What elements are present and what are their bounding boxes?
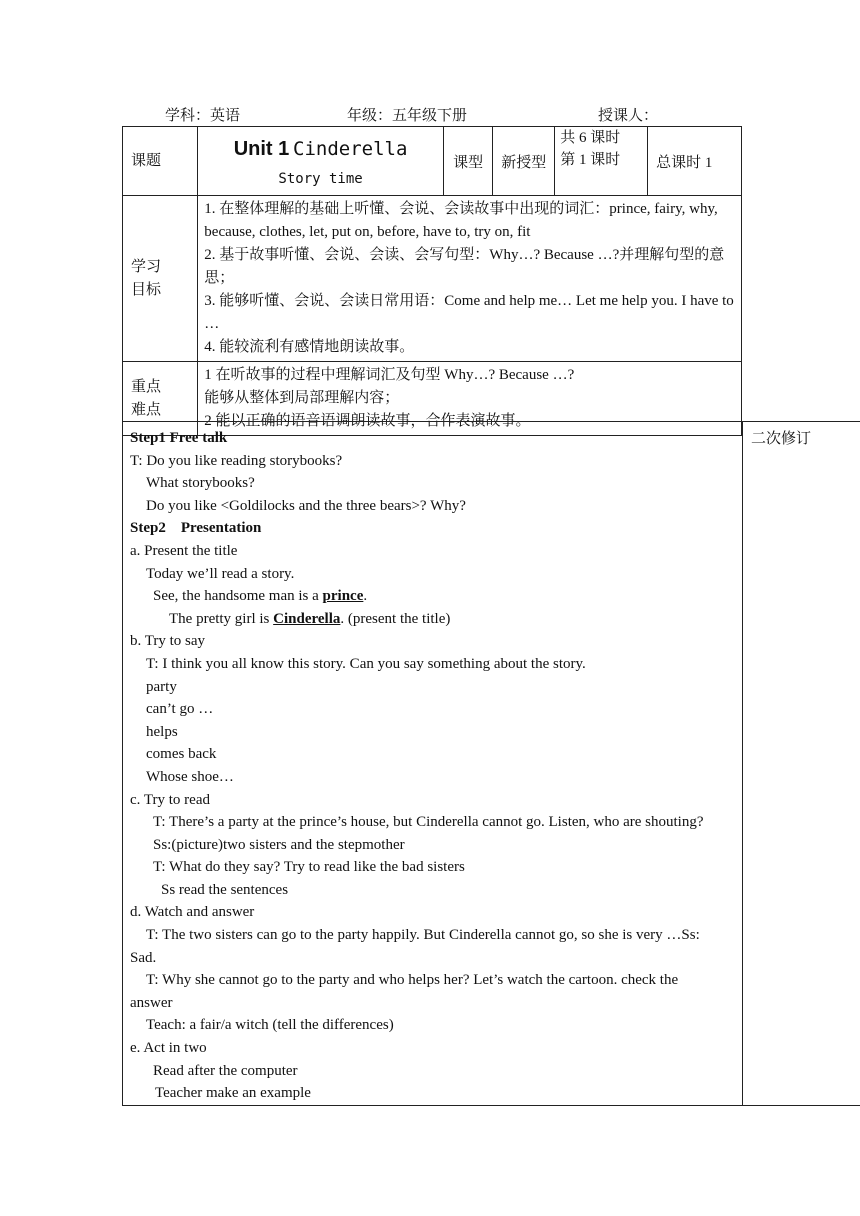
procedure-line: Teacher make an example — [155, 1085, 311, 1102]
procedure-line: e. Act in two — [130, 1040, 207, 1057]
teacher-label: 授课人： — [598, 108, 659, 124]
keyword-prince: prince — [322, 588, 364, 605]
line-text: See, the handsome man is a — [153, 588, 323, 605]
key-points-label-line2: 难点 — [131, 401, 162, 418]
procedure-line: T: There’s a party at the prince’s house, but Cinderella cannot go. Listen, who are shouting? — [153, 814, 704, 831]
type-label: 课型 — [443, 127, 493, 196]
objectives-label-line2: 目标 — [131, 281, 162, 298]
procedure-line: Teach: a fair/a witch (tell the differences) — [146, 1017, 394, 1034]
objectives-content — [198, 196, 742, 362]
procedure-content — [123, 422, 743, 1106]
procedure-line: T: Why she cannot go to the party and who helps her? Let’s watch the cartoon. check the — [146, 972, 679, 989]
key-points-label-line1: 重点 — [131, 378, 162, 395]
procedure-line: What storybooks? — [146, 475, 255, 492]
procedure-line: T: Do you like reading storybooks? — [130, 452, 343, 469]
objective-item: 4. 能较流利有感情地朗读故事。 — [204, 339, 415, 355]
hours-total: 共 6 课时 — [560, 130, 621, 146]
procedure-line — [130, 585, 736, 608]
total-hours: 总课时 1 — [648, 127, 742, 196]
procedure-line: party — [146, 678, 177, 695]
procedure-line: Today we’ll read a story. — [146, 565, 295, 582]
procedure-line: T: I think you all know this story. Can you say something about the story. — [146, 655, 586, 672]
procedure-line: Do you like <Goldilocks and the three bears>? Why? — [146, 497, 466, 514]
procedure-line: d. Watch and answer — [130, 904, 255, 921]
key-point-item: 1 在听故事的过程中理解词汇及句型 Why…? Because …? — [204, 367, 575, 383]
procedure-line: Ss:(picture)two sisters and the stepmother — [153, 836, 405, 853]
procedure-line — [130, 608, 736, 631]
procedure-table — [122, 421, 860, 1106]
line-text: . — [363, 588, 368, 605]
lesson-subtitle: Story time — [278, 171, 363, 187]
line-text: . (present the title) — [340, 610, 451, 627]
procedure-line: helps — [146, 723, 178, 740]
objective-item: 1. 在整体理解的基础上听懂、会说、会读故事中出现的词汇：prince, fairy, why, because, clothes, let, put on, before, have to, try on, fit — [204, 201, 718, 240]
procedure-line: Read after the computer — [153, 1062, 298, 1079]
topic-label: 课题 — [123, 127, 198, 196]
line-text: The pretty girl is — [169, 610, 274, 627]
procedure-line: T: What do they say? Try to read like the bad sisters — [153, 859, 465, 876]
type-value: 新授型 — [493, 127, 555, 196]
procedure-line: T: The two sisters can go to the party happily. But Cinderella cannot go, so she is very …Ss: — [146, 927, 700, 944]
procedure-line: Sad. — [130, 949, 157, 966]
objective-item: 2. 基于故事听懂、会说、会读、会写句型：Why…? Because …?并理解句型的意思； — [204, 247, 725, 286]
keyword-cinderella: Cinderella — [273, 610, 341, 627]
step1-heading: Step1 Free talk — [130, 430, 228, 446]
procedure-line: answer — [130, 994, 173, 1011]
procedure-line: can’t go … — [146, 701, 214, 718]
lesson-info-table — [122, 126, 742, 436]
objective-item: 3. 能够听懂、会说、会读日常用语：Come and help me… Let me help you. I have to … — [204, 293, 734, 332]
revision-label: 二次修订 — [751, 431, 812, 447]
key-point-item: 2 能以正确的语音语调朗读故事，合作表演故事。 — [204, 413, 531, 429]
objectives-label — [123, 196, 198, 362]
revision-column — [743, 422, 860, 1106]
procedure-line: Whose shoe… — [146, 768, 234, 785]
class-hours — [555, 127, 648, 196]
grade-label: 年级：五年级下册 — [347, 108, 468, 124]
info-row — [123, 127, 742, 196]
title-unit: Unit 1 — [233, 138, 290, 160]
title-name: Cinderella — [293, 138, 408, 160]
step2-heading: Step2 Presentation — [130, 520, 262, 537]
procedure-line: b. Try to say — [130, 633, 206, 650]
subject-label: 学科：英语 — [165, 108, 241, 124]
objectives-label-line1: 学习 — [131, 258, 162, 275]
procedure-line: comes back — [146, 746, 217, 763]
lesson-title — [198, 127, 444, 196]
procedure-line: Ss read the sentences — [161, 881, 289, 898]
procedure-line: c. Try to read — [130, 791, 210, 808]
objectives-row — [123, 196, 742, 362]
procedure-line: a. Present the title — [130, 542, 238, 559]
procedure-row — [123, 422, 860, 1106]
key-point-item: 能够从整体到局部理解内容； — [204, 390, 400, 406]
hours-current: 第 1 课时 — [560, 152, 621, 168]
